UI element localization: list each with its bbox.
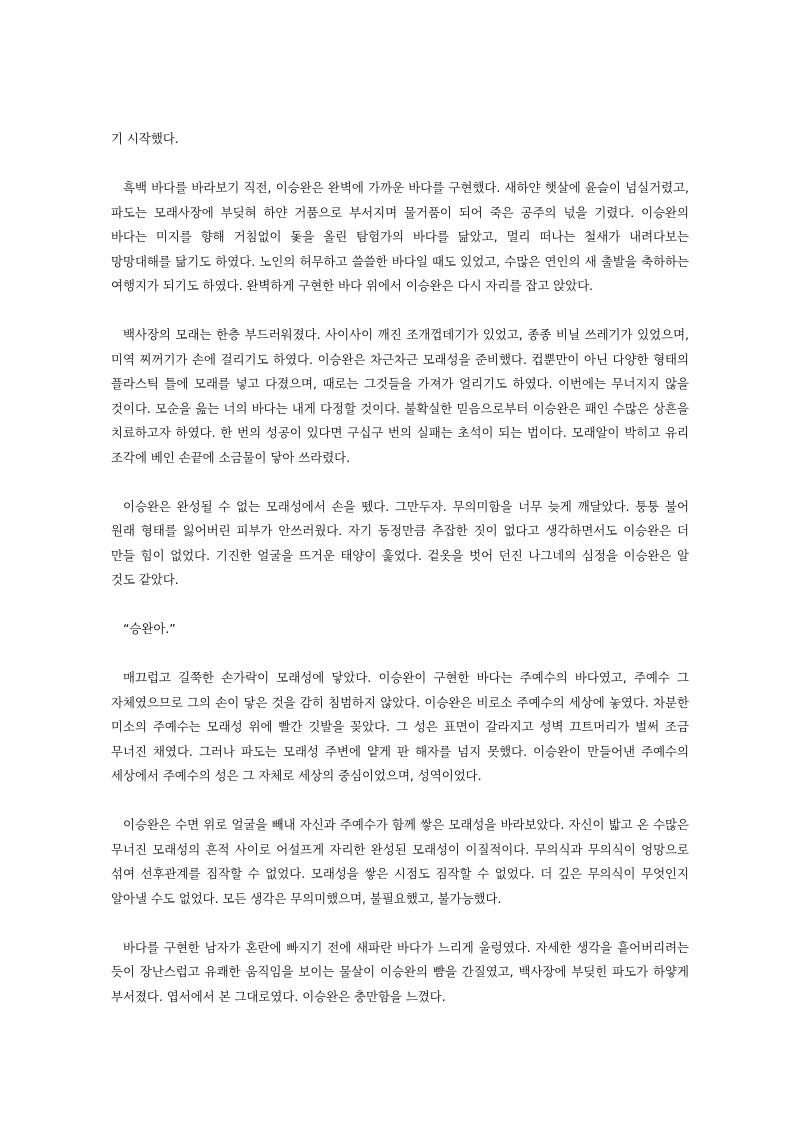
paragraph-sand: 백사장의 모래는 한층 부드러워졌다. 사이사이 깨진 조개껍데기가 있었고, 종종 비닐 쓰레기가 있었으며, 미역 찌꺼기가 손에 걸리기도 하였다. 이승완은 차근차근 모래성을 준비했다. 컵뿐만이 아닌 다양한 형태의 플라스틱 틀에 모래를 넣고 다졌으며, 때로는 그것들을 가져가 얼리기도 하였다. 이번에는 무너지지 않을 것이다. 모순을 읊는 너의 바다는 내게 다정할 것이다. 불확실한 믿음으로부터 이승완은 패인 수많은 상흔을 치료하고자 하였다. 한 번의 성공이 있다면 구십구 번의 실패는 초석이 되는 법이다. 모래알이 박히고 유리 조각에 베인 손끝에 소금물이 닿아 쓰라렸다. (111, 327, 689, 465)
paragraph-giving-up: 이승완은 완성될 수 없는 모래성에서 손을 뗐다. 그만두자. 무의미함을 너무 늦게 깨달았다. 퉁퉁 불어 원래 형태를 잃어버린 피부가 안쓰러웠다. 자기 동정만큼 추잡한 짓이 없다고 생각하면서도 이승완은 더 만들 힘이 없었다. 기진한 얼굴을 뜨거운 태양이 훑었다. 겉옷을 벗어 던진 나그네의 심정을 이승완은 알 것도 같았다. (111, 498, 689, 587)
paragraph-continuation: 기 시작했다. (111, 131, 179, 146)
paragraph-sandcastle-flag: 매끄럽고 길쭉한 손가락이 모래성에 닿았다. 이승완이 구현한 바다는 주예수의 바다였고, 주예수 그 자체였으므로 그의 손이 닿은 것을 감히 침범하지 않았다. 이승완은 비로소 주예수의 세상에 놓였다. 차분한 미소의 주예수는 모래성 위에 빨간 깃발을 꽂았다. 그 성은 표면이 갈라지고 성벽 끄트머리가 벌써 조금 무너진 채였다. 그러나 파도는 모래성 주변에 얕게 판 해자를 넘지 못했다. 이승완이 만들어낸 주예수의 세상에서 주예수의 성은 그 자체로 세상의 중심이었으며, 성역이었다. (111, 670, 689, 783)
document-page (111, 127, 689, 1009)
paragraph-perfect-sea: 흑백 바다를 바라보기 직전, 이승완은 완벽에 가까운 바다를 구현했다. 새하얀 햇살에 윤슬이 넘실거렸고, 파도는 모래사장에 부딪혀 하얀 거품으로 부서지며 물거품이 되어 죽은 공주의 넋을 기렸다. 이승완의 바다는 미지를 향해 거침없이 돛을 올린 탐험가의 바다를 닮았고, 멀리 떠나는 철새가 내려다보는 망망대해를 닮기도 하였다. 노인의 허무하고 쓸쓸한 바다일 때도 있었고, 수많은 연인의 새 출발을 축하하는 여행지가 되기도 하였다. 완벽하게 구현한 바다 위에서 이승완은 다시 자리를 잡고 앉았다. (111, 180, 689, 293)
paragraph-fullness: 바다를 구현한 남자가 혼란에 빠지기 전에 새파란 바다가 느리게 울렁였다. 자세한 생각을 흩어버리려는 듯이 장난스럽고 유쾌한 움직임을 보이는 물살이 이승완의 뺨을 간질였고, 백사장에 부딪힌 파도가 하얗게 부서졌다. 엽서에서 본 그대로였다. 이승완은 충만함을 느꼈다. (111, 939, 689, 1004)
paragraph-looking-at-castle: 이승완은 수면 위로 얼굴을 빼내 자신과 주예수가 함께 쌓은 모래성을 바라보았다. 자신이 밟고 온 수많은 무너진 모래성의 흔적 사이로 어설프게 자리한 완성된 모래성이 이질적이다. 무의식과 무의식이 엉망으로 섞여 선후관계를 짐작할 수 없었다. 모래성을 쌓은 시점도 짐작할 수 없었다. 더 깊은 무의식이 무엇인지 알아낼 수도 없었다. 모든 생각은 무의미했으며, 불필요했고, 불가능했다. (111, 817, 689, 906)
paragraph-dialogue: “승완아.” (123, 621, 176, 636)
